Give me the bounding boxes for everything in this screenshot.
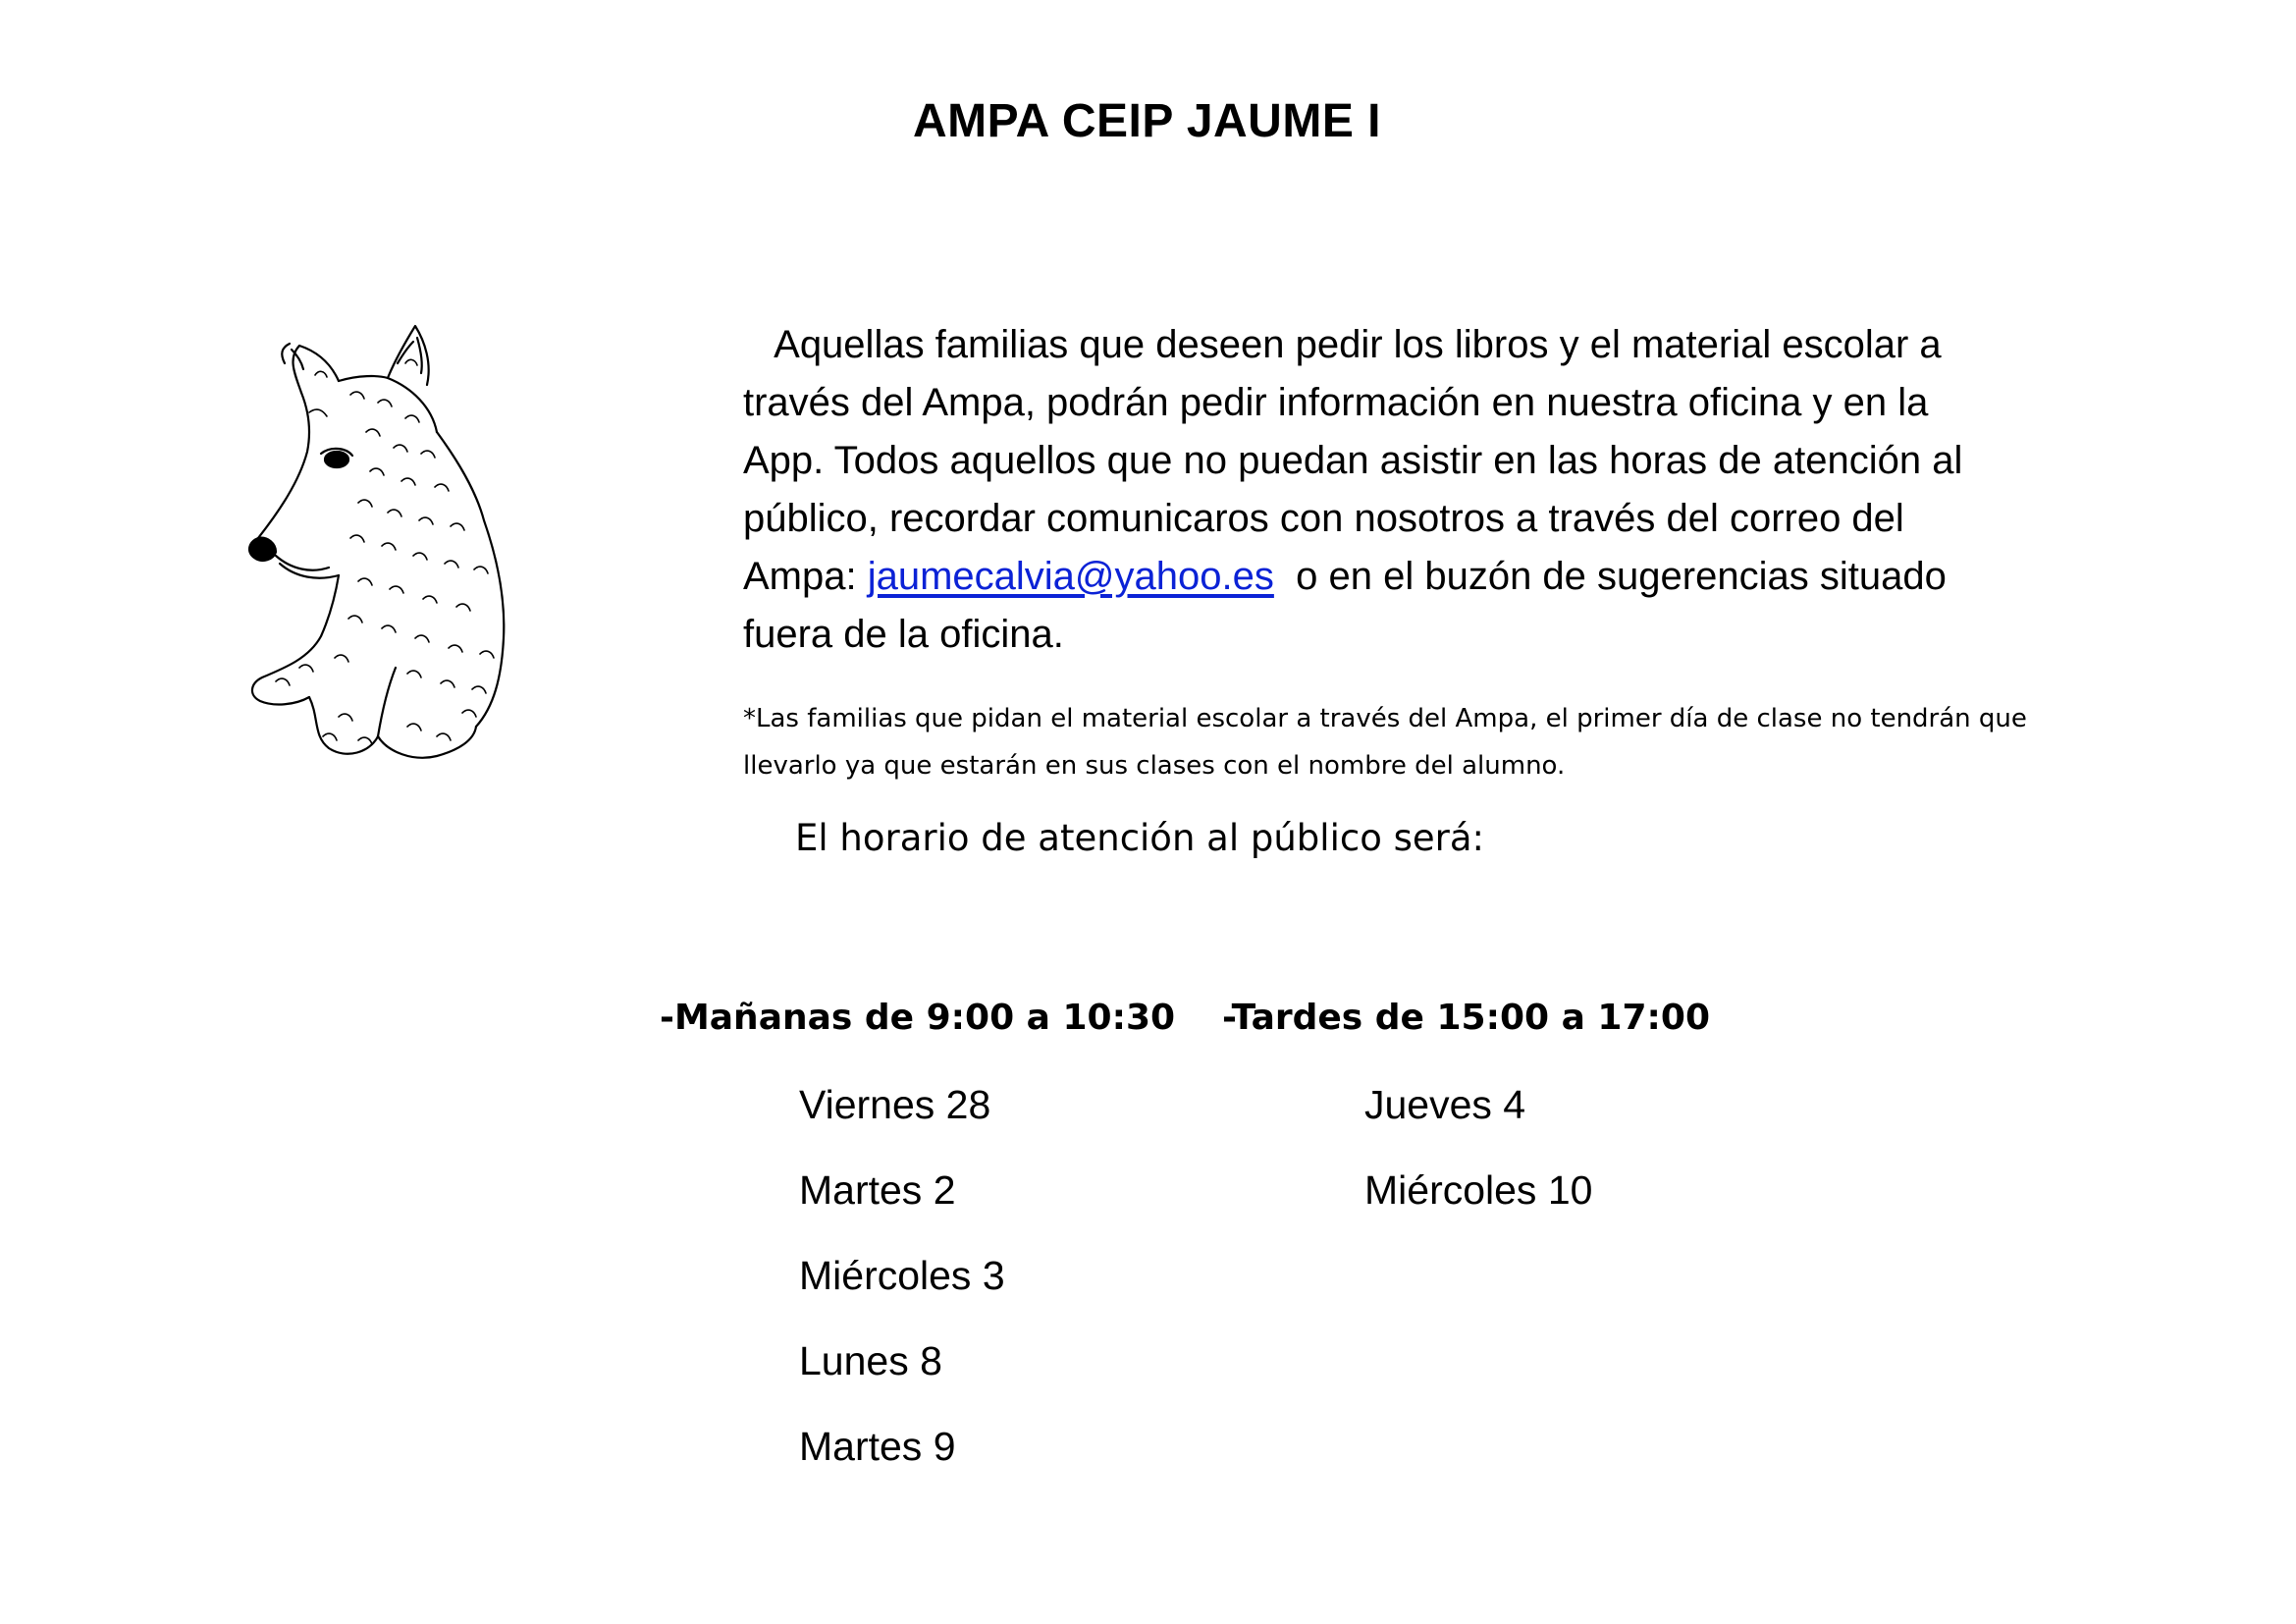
info-paragraph [743,316,2137,664]
list-item: Lunes 8 [799,1338,942,1383]
paragraph-text: Ampa: [743,555,868,598]
list-item: Miércoles 10 [1364,1167,1593,1213]
paragraph-text: o en el buzón de sugerencias situado [1273,555,1947,598]
footnote-line: llevarlo ya que estarán en sus clases con el nombre del alumno. [743,751,1566,781]
list-item: Martes 2 [799,1167,956,1213]
afternoon-days-list [1364,1062,1592,1233]
morning-heading: -Mañanas de 9:00 a 10:30 [660,998,1176,1038]
email-link[interactable]: jaumecalvia@yahoo.es [867,555,1274,598]
paragraph-line: App. Todos aquellos que no puedan asistir en las horas de atención al [743,439,1963,482]
footnote-line: *Las familias que pidan el material escolar a través del Ampa, el primer día de clase no tendrán que [743,704,2027,733]
page-title: AMPA CEIP JAUME I [913,95,1382,147]
list-item: Martes 9 [799,1424,956,1469]
list-item: Viernes 28 [799,1082,991,1127]
paragraph-line: través del Ampa, podrán pedir información en nuestra oficina y en la [743,381,1929,424]
list-item: Jueves 4 [1364,1082,1526,1127]
schedule-intro: El horario de atención al público será: [795,817,1484,859]
paragraph-line-email [743,548,2137,606]
paragraph-line: público, recordar comunicaros con nosotros a través del correo del [743,497,1904,540]
list-item: Miércoles 3 [799,1253,1005,1298]
paragraph-line: Aquellas familias que deseen pedir los libros y el material escolar a [743,323,1942,366]
afternoon-heading: -Tardes de 15:00 a 17:00 [1222,998,1711,1038]
footnote [743,695,2137,789]
morning-days-list [799,1062,1005,1489]
paragraph-line: fuera de la oficina. [743,613,1064,656]
dog-drawing-icon [240,324,584,766]
